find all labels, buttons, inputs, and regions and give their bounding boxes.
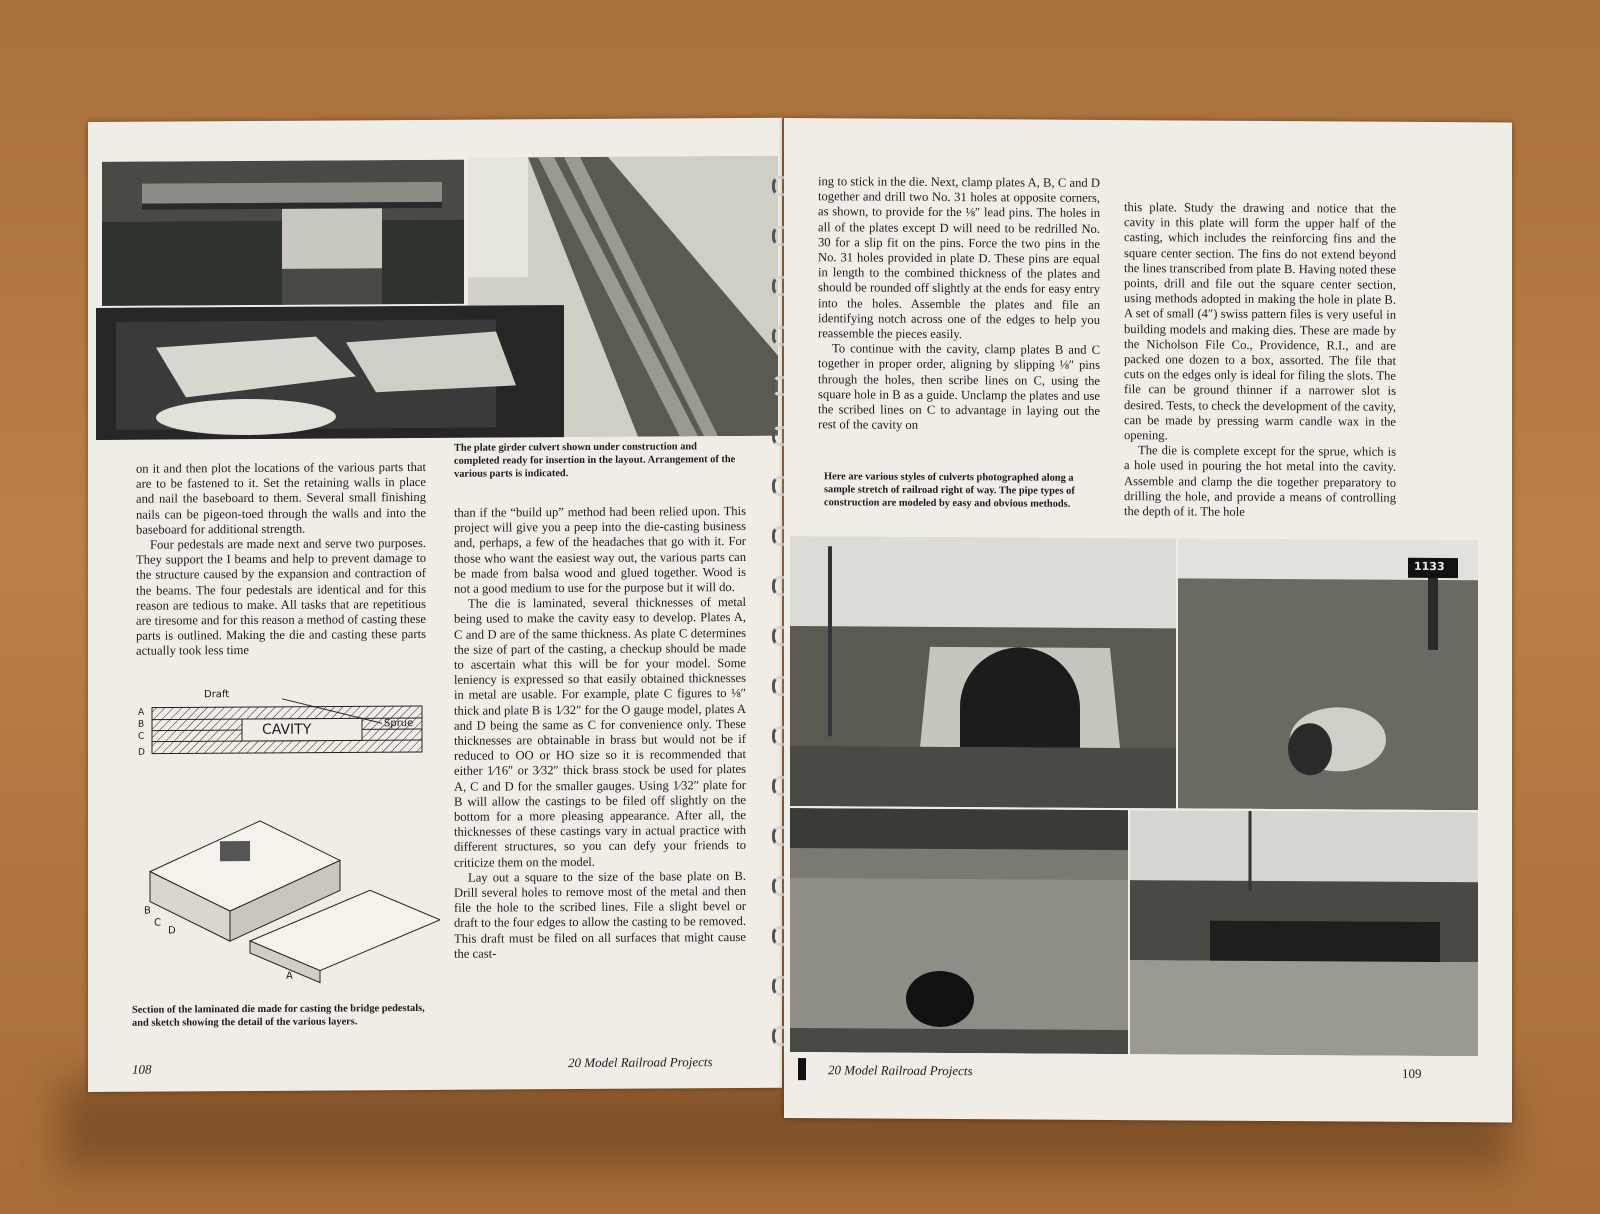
paragraph: on it and then plot the locations of the various parts that are to be fastened to it. Set the retaining walls in place and nail the baseboard to them. Several small finishing nails can be pigeon-toed through the walls and into the baseboard for additional strength. bbox=[136, 459, 426, 537]
label-c: C bbox=[154, 917, 161, 929]
running-title: 20 Model Railroad Projects bbox=[568, 1054, 713, 1071]
label-d: D bbox=[168, 925, 176, 937]
photo-concrete-bridge-culvert bbox=[1130, 810, 1478, 1056]
caption-culverts: Here are various styles of culverts photographed along a sample stretch of railroad right of way. The pipe types of construction are modeled by easy and obvious methods. bbox=[824, 471, 1075, 510]
die-section-diagram bbox=[132, 688, 432, 770]
photo-culvert-model bbox=[102, 160, 464, 306]
caption-top: The plate girder culvert shown under construction and completed ready for insertion in the layout. Arrangement of the various parts is indicated. bbox=[454, 441, 736, 480]
paragraph: The die is complete except for the sprue, which is a hole used in pouring the hot metal into the cavity. Assemble and clamp the die together preparatory to drilling the hole, and provide a means of controlling the depth of it. The hole bbox=[1124, 443, 1396, 519]
photo-die-parts bbox=[96, 305, 564, 440]
page-number: 108 bbox=[132, 1061, 152, 1077]
photo-stone-culvert bbox=[790, 808, 1128, 1054]
paragraph: Four pedestals are made next and serve two purposes. They support the I beams and help to prevent damage to the structure caused by the expansion and contraction of the beams. The four pedestals are identical and for this reason are tedious to make. All tasks that are repetitious are tiresome and for this reason a method of casting these parts is outlined. Making the die and casting these parts actually took less time bbox=[136, 535, 426, 659]
photo-pipe-culvert bbox=[1178, 538, 1478, 810]
paragraph: this plate. Study the drawing and notice that the cavity in this plate will form the upper half of the casting, which includes the reinforcing fins and the square center section. The fins do not extend beyond the lines transcribed from plate B. Having noted these points, drill and file out the square center section, using methods adopted in making the hole in plate B. A set of small (4″) swiss pattern files is very useful in building models and making dies. These are made by the Nicholson File Co., Providence, R.I., and are packed one dozen to a box, assorted. The file that cuts on the edges only is ideal for filing the slots. The file can be ground thinner if a narrower slot is desired. Tests, to check the development of the cavity, can be made by pressing warm candle wax in the opening. bbox=[1124, 200, 1396, 443]
sign-text: 1133 bbox=[1414, 559, 1445, 574]
left-column-2 bbox=[454, 504, 746, 962]
label-a: A bbox=[286, 970, 293, 982]
left-page bbox=[88, 118, 782, 1092]
photo-arch-culvert bbox=[790, 536, 1176, 808]
label-d: D bbox=[138, 747, 145, 758]
right-page bbox=[784, 118, 1512, 1122]
label-draft: Draft bbox=[204, 689, 230, 701]
page-marker bbox=[798, 1058, 806, 1080]
label-sprue: Sprue bbox=[384, 718, 414, 730]
left-column-1 bbox=[136, 460, 426, 659]
right-column-1 bbox=[818, 174, 1100, 434]
running-title: 20 Model Railroad Projects bbox=[828, 1062, 973, 1079]
die-isometric-sketch bbox=[140, 800, 440, 992]
paragraph: Lay out a square to the size of the base plate on B. Drill several holes to remove most of the metal and then file the hole to the scribed lines. File a slight bevel or draft to the four edges to allow the casting to be removed. This draft must be filed on all surfaces that might cause the cast- bbox=[454, 868, 746, 961]
paragraph: The die is laminated, several thicknesses of metal being used to make the cavity easy to develop. Plates A, C and D are of the same thickness. As plate C determines the size of part of the casting, a checkup should be made to ascertain what this will be for your model. Some leniency is expressed so that easily obtained thicknesses in metal are usable. For example, plate C figures to ⅛″ thick and plate B is 1⁄32″ for the O gauge model, plates A and D being the same as C for convenience only. These thicknesses are obtainable in brass but would not be if reduced to OO or HO size so it is recommended that either 1⁄16″ or 3⁄32″ thick brass stock be used for plates A, C and D for the smaller gauges. Using 1⁄32″ plate for B will allow the castings to be filed off slightly on the bottom for a more pleasing appearance. After all, the thicknesses of these castings vary in actual practice with different structures, so you can defy your friends to criticize them on the model. bbox=[454, 595, 746, 870]
paragraph: To continue with the cavity, clamp plates B and C together in proper order, aligning by slipping ⅛″ pins through the holes, then scribe lines on C, using the square hole in B as a guide. Unclamp the plates and use the scribed lines on C to advantage in laying out the rest of the cavity on bbox=[818, 341, 1100, 433]
label-b: B bbox=[138, 719, 145, 730]
page-number: 109 bbox=[1402, 1065, 1422, 1081]
paragraph: ing to stick in the die. Next, clamp plates A, B, C and D together and drill two No. 31 holes at opposite corners, as shown, to provide for the ⅛″ lead pins. The holes in all of the plates except D will need to be redrilled No. 30 for a slip fit on the pins. Force the two pins in the No. 31 holes provided in plate D. These pins are equal in length to the combined thickness of the plates and should be rounded off slightly at the ends for easy entry into the holes. Assemble the plates and file an identifying notch across one of the edges to help you reassemble the pieces easily. bbox=[818, 174, 1100, 342]
right-column-2 bbox=[1124, 200, 1396, 521]
caption-bottom: Section of the laminated die made for casting the bridge pedestals, and sketch showing the detail of the various layers. bbox=[132, 1002, 425, 1029]
paragraph: than if the “build up” method had been relied upon. This project will give you a peep into the die-casting business and, perhaps, a few of the headaches that go with it. For those who want the easiest way out, the various parts can be made from balsa wood and glued together. Wood is not a good medium to use for the purpose but it will do. bbox=[454, 503, 746, 596]
label-cavity: CAVITY bbox=[262, 721, 312, 738]
label-c: C bbox=[138, 731, 145, 742]
label-a: A bbox=[138, 707, 145, 718]
label-b: B bbox=[144, 905, 151, 917]
